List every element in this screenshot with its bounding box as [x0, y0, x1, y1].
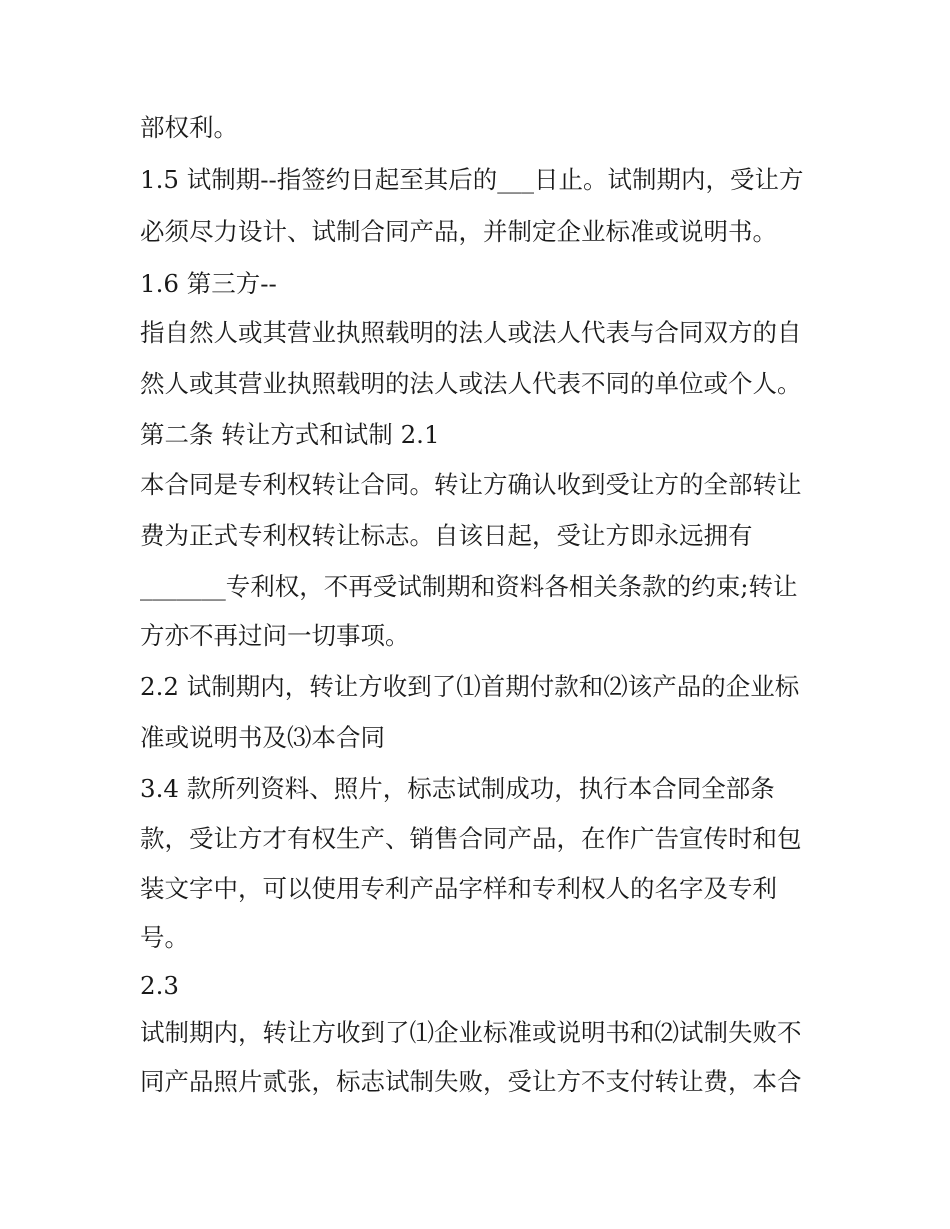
text-line: 部权利。	[140, 113, 238, 142]
text-line: 准或说明书及⑶本合同	[140, 723, 385, 752]
text-line: 3.4 款所列资料、照片，标志试制成功，执行本合同全部条	[140, 774, 775, 803]
text-line: 然人或其营业执照载明的法人或法人代表不同的单位或个人。	[140, 369, 802, 398]
text-line: _______专利权，不再受试制期和资料各相关条款的约束;转让	[140, 572, 798, 601]
text-line: 试制期内，转让方收到了⑴企业标准或说明书和⑵试制失败不	[140, 1018, 802, 1047]
text-line: 必须尽力设计、试制合同产品，并制定企业标准或说明书。	[140, 217, 777, 246]
text-line: 指自然人或其营业执照载明的法人或法人代表与合同双方的自	[140, 318, 802, 347]
text-line: 本合同是专利权转让合同。转让方确认收到受让方的全部转让	[140, 470, 802, 499]
text-line: 1.5 试制期--指签约日起至其后的___日止。试制期内，受让方	[140, 165, 804, 194]
text-line: 1.6 第三方--	[140, 269, 277, 298]
text-line: 2.3	[140, 971, 179, 1000]
text-line: 装文字中，可以使用专利产品字样和专利权人的名字及专利	[140, 874, 777, 903]
text-line: 费为正式专利权转让标志。自该日起，受让方即永远拥有	[140, 521, 753, 550]
text-line: 方亦不再过问一切事项。	[140, 621, 410, 650]
text-line: 款，受让方才有权生产、销售合同产品，在作广告宣传时和包	[140, 824, 802, 853]
text-line: 号。	[140, 923, 189, 952]
section-heading: 第二条 转让方式和试制 2.1	[140, 420, 440, 449]
text-line: 2.2 试制期内，转让方收到了⑴首期付款和⑵该产品的企业标	[140, 672, 800, 701]
text-line: 同产品照片贰张，标志试制失败，受让方不支付转让费，本合	[140, 1067, 802, 1096]
